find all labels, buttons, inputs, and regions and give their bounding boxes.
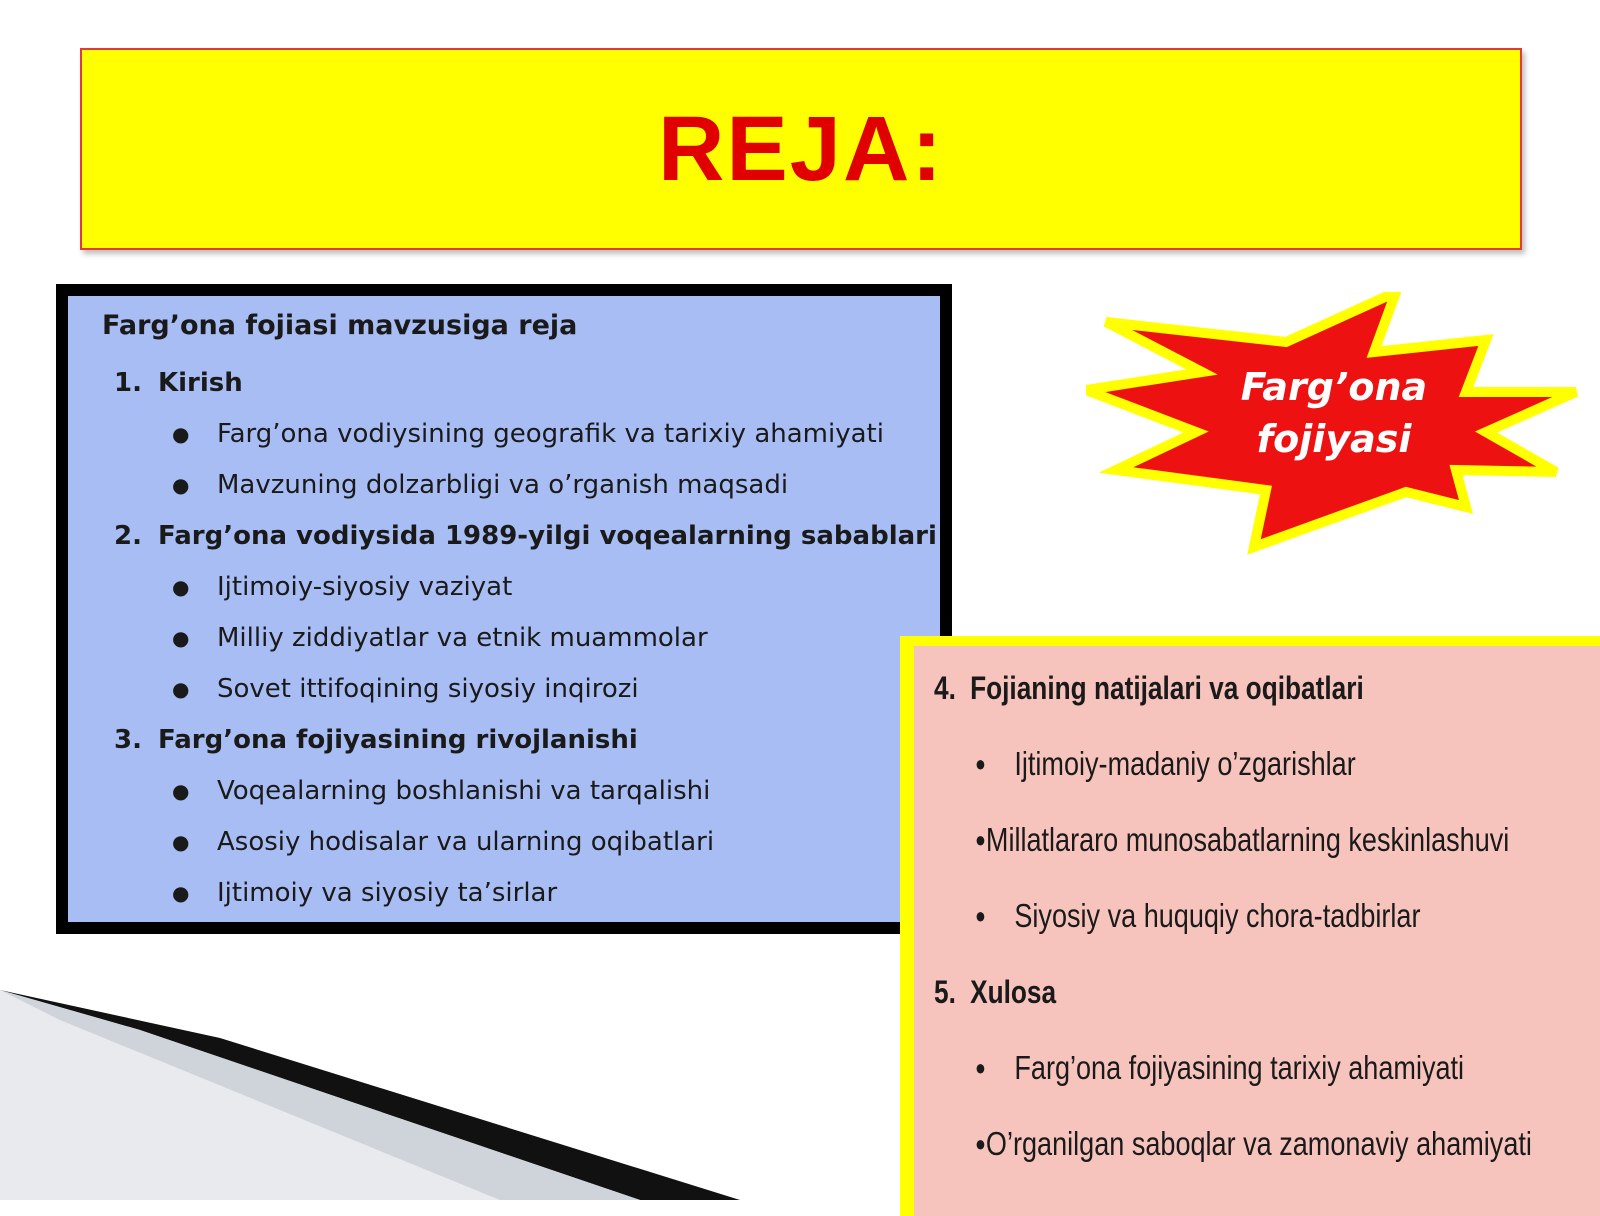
bullet-icon: ● bbox=[975, 751, 986, 776]
list-item bbox=[934, 1030, 1493, 1106]
bullet-icon: ● bbox=[172, 881, 190, 905]
section-heading bbox=[934, 650, 1493, 726]
list-item-text: Farg’ona fojiyasining tarixiy ahamiyati bbox=[1014, 1049, 1465, 1086]
list-item bbox=[934, 878, 1493, 954]
section-heading bbox=[934, 954, 1493, 1030]
list-item bbox=[102, 817, 940, 868]
list-item-text: Milliy ziddiyatlar va etnik muammolar bbox=[217, 623, 708, 653]
plan-panel-left-content bbox=[68, 296, 940, 922]
plan-panel-left bbox=[56, 284, 952, 934]
bullet-icon: ● bbox=[172, 422, 190, 446]
section-number: 4. bbox=[934, 670, 956, 706]
section-heading bbox=[102, 715, 940, 766]
list-item bbox=[102, 766, 940, 817]
list-item-text: Farg’ona vodiysining geografik va tarixiy ahamiyati bbox=[217, 419, 884, 449]
plan-heading: Farg’ona fojiasi mavzusiga reja bbox=[102, 310, 578, 341]
section-label: Fojianing natijalari va oqibatlari bbox=[970, 670, 1364, 706]
list-item-text: O’rganilgan saboqlar va zamonaviy ahamiyati bbox=[985, 1125, 1532, 1162]
section-label: Xulosa bbox=[970, 974, 1057, 1010]
bullet-icon: ● bbox=[172, 473, 190, 497]
list-item-text: Millatlararo munosabatlarning keskinlashuvi bbox=[985, 821, 1510, 858]
list-item bbox=[934, 1106, 1532, 1182]
plan-panel-right bbox=[900, 636, 1600, 1216]
starburst-line-1: Farg’ona bbox=[1240, 365, 1428, 409]
list-item-text: Ijtimoiy-madaniy o’zgarishlar bbox=[1014, 745, 1356, 782]
list-item bbox=[934, 726, 1493, 802]
list-item-text: Ijtimoiy-siyosiy vaziyat bbox=[217, 572, 513, 602]
bullet-icon: ● bbox=[172, 626, 190, 650]
list-item bbox=[102, 868, 940, 919]
list-item bbox=[934, 802, 1510, 878]
section-number: 2. bbox=[114, 521, 142, 551]
bullet-icon: ● bbox=[975, 1055, 986, 1080]
bullet-icon: ● bbox=[172, 575, 190, 599]
section-heading bbox=[102, 511, 940, 562]
starburst-line-2: fojiyasi bbox=[1256, 417, 1412, 461]
section-heading bbox=[102, 358, 940, 409]
list-item bbox=[102, 409, 940, 460]
bullet-icon: ● bbox=[172, 677, 190, 701]
plan-panel-right-content bbox=[914, 646, 1600, 1216]
list-item-text: Asosiy hodisalar va ularning oqibatlari bbox=[217, 827, 715, 857]
list-item-text: Voqealarning boshlanishi va tarqalishi bbox=[217, 776, 711, 806]
starburst-badge bbox=[1086, 292, 1586, 560]
section-number: 1. bbox=[114, 368, 142, 398]
section-label: Farg’ona vodiysida 1989-yilgi voqealarning sabablari bbox=[158, 521, 937, 551]
list-item-text: Sovet ittifoqining siyosiy inqirozi bbox=[217, 674, 639, 704]
bullet-icon: ● bbox=[975, 1131, 986, 1156]
corner-decoration bbox=[0, 990, 800, 1200]
section-number: 5. bbox=[934, 974, 956, 1010]
list-item bbox=[102, 562, 940, 613]
bullet-icon: ● bbox=[975, 827, 986, 852]
list-item-text: Mavzuning dolzarbligi va o’rganish maqsadi bbox=[217, 470, 789, 500]
list-item bbox=[102, 460, 940, 511]
bullet-icon: ● bbox=[975, 903, 986, 928]
bullet-icon: ● bbox=[172, 779, 190, 803]
list-item bbox=[102, 613, 940, 664]
list-item-text: Siyosiy va huquqiy chora-tadbirlar bbox=[1014, 897, 1421, 934]
list-item-text: Ijtimoiy va siyosiy ta’sirlar bbox=[217, 878, 558, 908]
title-banner bbox=[80, 48, 1522, 250]
section-label: Kirish bbox=[158, 368, 243, 398]
page-title: REJA: bbox=[657, 97, 945, 200]
section-number: 3. bbox=[114, 725, 142, 755]
section-label: Farg’ona fojiyasining rivojlanishi bbox=[158, 725, 638, 755]
bullet-icon: ● bbox=[172, 830, 190, 854]
list-item bbox=[102, 664, 940, 715]
